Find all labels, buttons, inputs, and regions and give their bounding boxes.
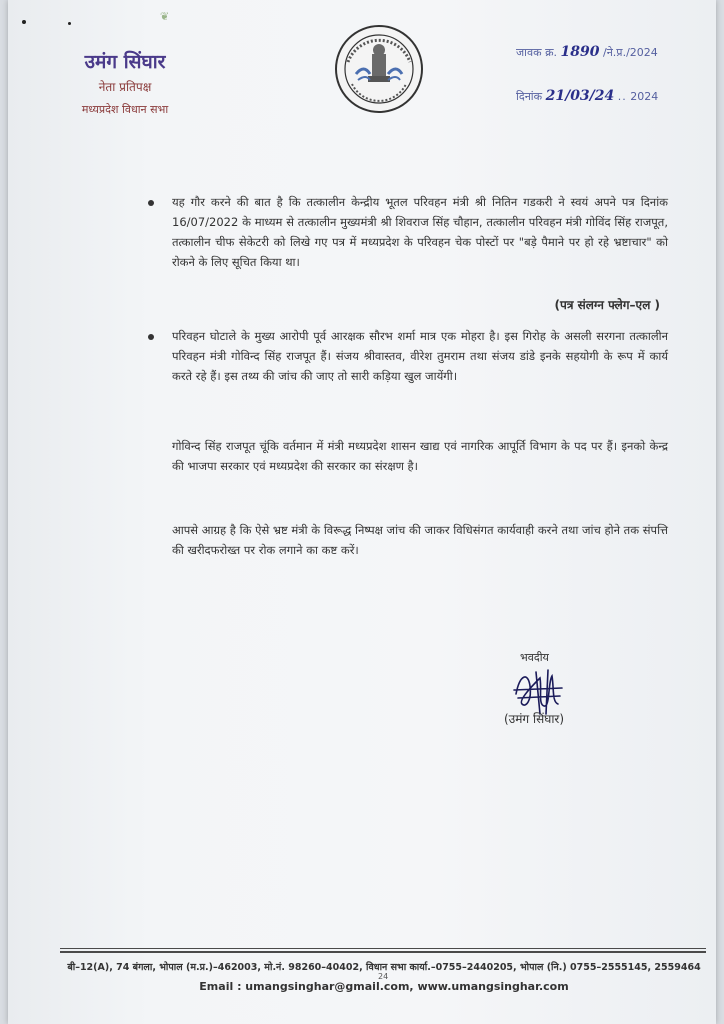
footer-rule <box>60 951 706 953</box>
date-year: 2024 <box>630 90 659 103</box>
sender-house: मध्यप्रदेश विधान सभा <box>81 103 169 116</box>
footer-address: बी–12(A), 74 बंगला, भोपाल (म.प्र.)–462003, मो.नं. 98260–40402, विधान सभा कार्या.–0755–2440205, भोपाल (नि.) 0755–2555145, 2559464 <box>67 962 701 973</box>
speck <box>22 20 26 24</box>
speck <box>68 22 71 25</box>
signatory-name: (उमंग सिंघार) <box>504 712 565 726</box>
paragraph-4: आपसे आग्रह है कि ऐसे भ्रष्ट मंत्री के विरूद्ध निष्पक्ष जांच की जाकर विधिसंगत कार्यवाही करने तथा जांच होने तक संपत्ति की खरीदफरोख्त पर रोक लगाने का कष्ट करें। <box>172 523 668 557</box>
paragraph-1: यह गौर करने की बात है कि तत्कालीन केन्द्रीय भूतल परिवहन मंत्री श्री नितिन गडकरी ने स्वयं अपने पत्र दिनांक 16/07/2022 के माध्यम से तत्कालीन मुख्यमंत्री श्री शिवराज सिंह चौहान, तत्कालीन परिवहन मंत्री गोविंद सिंह राजपूत, तत्कालीन चीफ सेकेटरी को लिखे गए पत्र में मध्यप्रदेश के परिवहन चेक पोस्टों पर "बड़े पैमाने पर हो रहे भ्रष्टाचार" को रोकने के लिए सूचित किया था। <box>172 195 668 269</box>
bullet-icon <box>148 200 154 206</box>
paragraph-2: परिवहन घोटाले के मुख्य आरोपी पूर्व आरक्षक सौरभ शर्मा मात्र एक मोहरा है। इस गिरोह के असली सरगना तत्कालीन परिवहन मंत्री गोविन्द सिंह राजपूत हैं। संजय श्रीवास्तव, वीरेश तुमराम तथा संजय डांडे इनके सहयोगी के रूप में कार्य करते रहे हैं। इस तथ्य की जांच की जाए तो सारी कड़िया खुल जायेंगी। <box>172 329 668 383</box>
enclosure-note: (पत्र संलग्न फ्लेग–एल ) <box>554 298 660 312</box>
letter-date <box>516 88 658 104</box>
page-number: 24 <box>378 972 389 981</box>
sender-name: उमंग सिंघार <box>84 51 166 73</box>
vidhan-sabha-seal-icon <box>334 24 424 114</box>
date-dots: .. <box>617 90 627 103</box>
closing-salutation: भवदीय <box>520 651 549 664</box>
sender-role: नेता प्रतिपक्ष <box>98 80 152 94</box>
footer-email: Email : umangsinghar@gmail.com, www.umangsinghar.com <box>199 980 569 993</box>
footer-rule <box>60 948 706 949</box>
bullet-icon <box>148 334 154 340</box>
reference-suffix: /ने.प्र./2024 <box>603 46 658 59</box>
reference-number <box>516 44 658 60</box>
reference-label: जावक क्र. <box>516 46 558 59</box>
date-label: दिनांक <box>516 90 543 103</box>
letter-page <box>8 0 716 1024</box>
reference-handwritten: 1890 <box>560 44 600 60</box>
leaf-icon: ❦ <box>160 10 170 23</box>
date-handwritten: 21/03/24 <box>545 88 615 104</box>
paragraph-3: गोविन्द सिंह राजपूत चूंकि वर्तमान में मंत्री मध्यप्रदेश शासन खाद्य एवं नागरिक आपूर्ति विभाग के पद पर हैं। इनको केन्द्र की भाजपा सरकार एवं मध्यप्रदेश की सरकार का संरक्षण है। <box>172 439 668 473</box>
